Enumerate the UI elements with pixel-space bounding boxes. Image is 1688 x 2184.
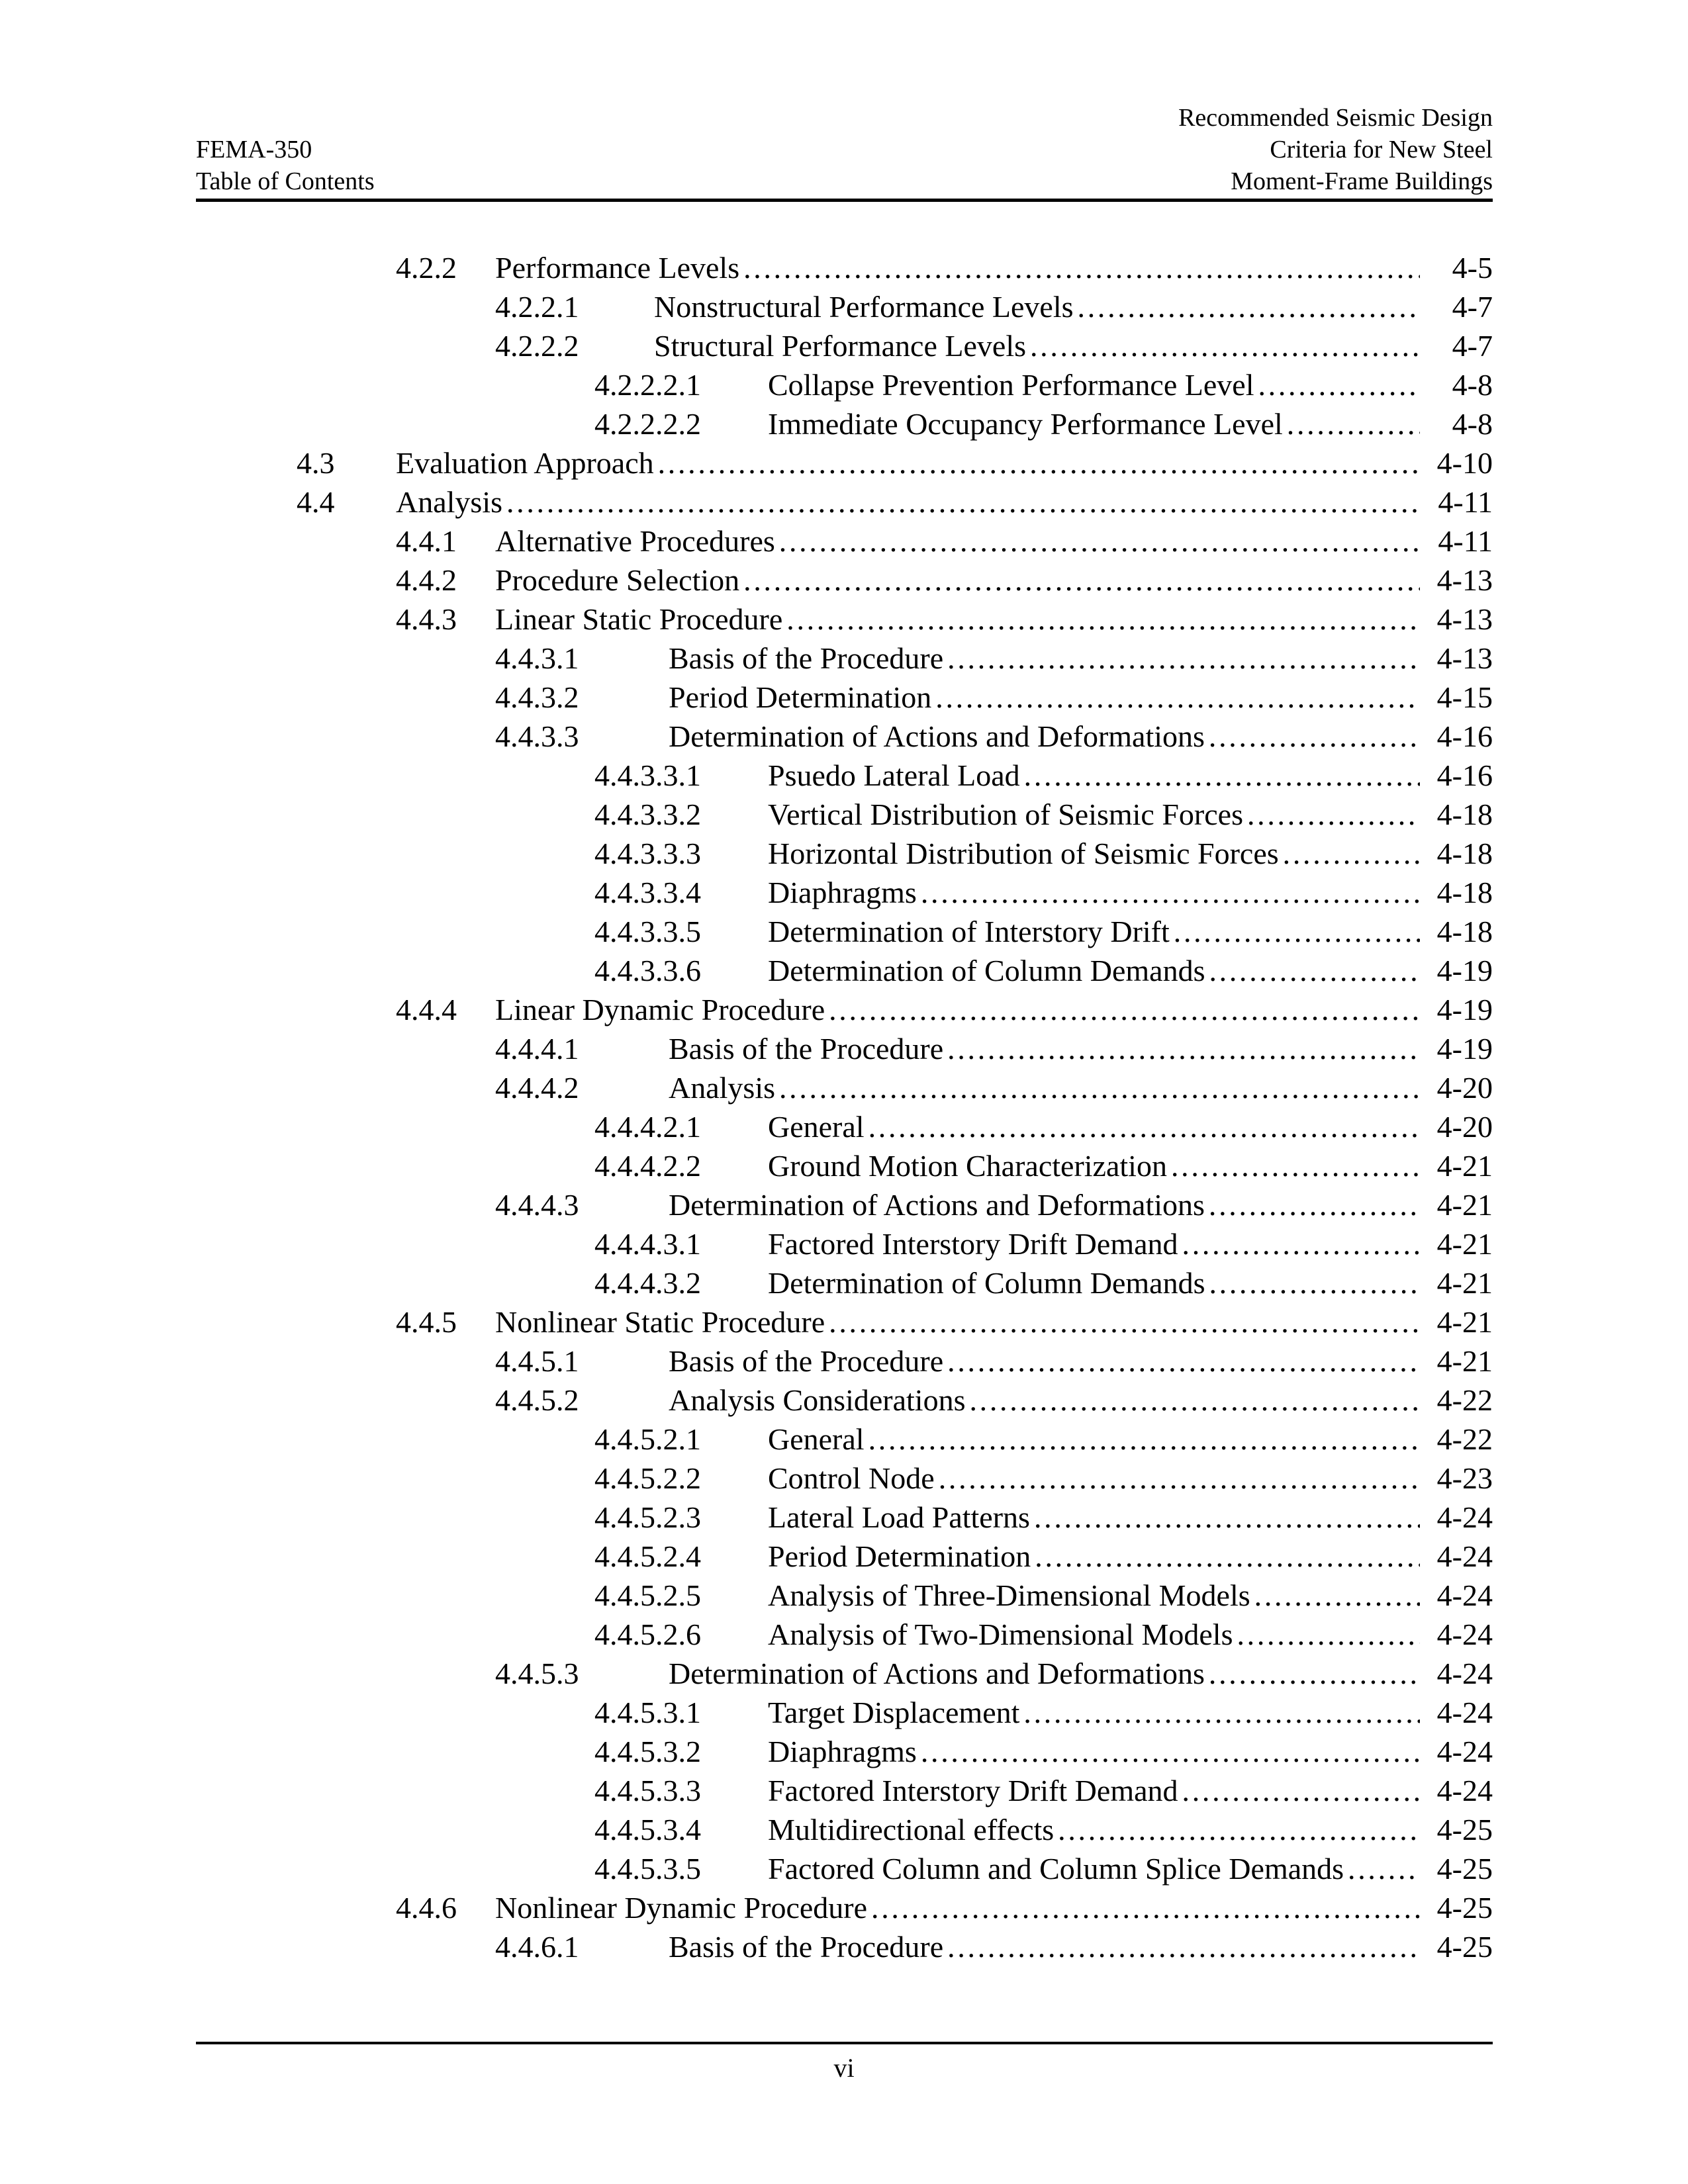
toc-dot-leader xyxy=(1058,1810,1420,1849)
toc-entry-title: Ground Motion Characterization xyxy=(768,1149,1167,1183)
toc-entry-title: Determination of Column Demands xyxy=(768,1266,1205,1300)
toc-entry-title: Analysis Considerations xyxy=(669,1383,966,1417)
toc-entry[interactable] xyxy=(594,1263,1493,1302)
toc-entry-page: 4-7 xyxy=(1450,287,1493,326)
toc-entry-page: 4-16 xyxy=(1434,756,1493,795)
toc-entry-number: 4.2.2 xyxy=(396,251,457,285)
toc-entry-number: 4.4.4.3 xyxy=(495,1188,579,1222)
toc-entry-title: Factored Interstory Drift Demand xyxy=(768,1227,1178,1261)
toc-entry-number: 4.4.5.2.2 xyxy=(594,1461,701,1495)
toc-entry-leader-line xyxy=(669,1654,1420,1693)
toc-entry-number: 4.4.3.1 xyxy=(495,641,579,675)
toc-entry-page: 4-22 xyxy=(1434,1420,1493,1459)
toc-dot-leader xyxy=(1237,1615,1421,1654)
toc-dot-leader xyxy=(868,1107,1420,1146)
toc-entry-page: 4-24 xyxy=(1434,1576,1493,1615)
toc-entry-leader-line xyxy=(768,873,1420,912)
toc-entry-title: Multidirectional effects xyxy=(768,1813,1055,1846)
toc-entry-leader-line xyxy=(669,639,1420,678)
toc-entry-leader-line xyxy=(669,1927,1420,1966)
toc-entry-title: Lateral Load Patterns xyxy=(768,1500,1030,1534)
toc-dot-leader xyxy=(658,443,1420,482)
toc-entry[interactable] xyxy=(594,1693,1493,1732)
toc-entry-leader-line xyxy=(495,1302,1420,1342)
toc-entry-number: 4.4.1 xyxy=(396,524,457,558)
toc-dot-leader xyxy=(947,1342,1420,1381)
toc-entry[interactable] xyxy=(594,873,1493,912)
toc-entry[interactable] xyxy=(495,678,1493,717)
toc-entry-number: 4.4.4.3.2 xyxy=(594,1266,701,1300)
toc-dot-leader xyxy=(1023,1693,1420,1732)
toc-entry-leader-line xyxy=(495,248,1420,287)
toc-entry[interactable] xyxy=(396,1302,1493,1342)
toc-entry-number: 4.4.6 xyxy=(396,1891,457,1925)
toc-entry-number: 4.3 xyxy=(297,446,335,480)
toc-entry-title: Nonlinear Static Procedure xyxy=(495,1305,825,1339)
toc-entry-page: 4-21 xyxy=(1434,1146,1493,1185)
toc-dot-leader xyxy=(779,522,1420,561)
toc-entry-number: 4.4.4.2.1 xyxy=(594,1110,701,1144)
page-number: vi xyxy=(833,2053,855,2083)
toc-entry-leader-line xyxy=(654,326,1420,365)
toc-entry[interactable] xyxy=(396,561,1493,600)
toc-entry[interactable] xyxy=(495,1068,1493,1107)
toc-entry[interactable] xyxy=(594,1498,1493,1537)
toc-entry[interactable] xyxy=(594,912,1493,951)
toc-dot-leader xyxy=(1254,1576,1420,1615)
toc-entry-page: 4-25 xyxy=(1434,1927,1493,1966)
toc-dot-leader xyxy=(1287,404,1420,443)
toc-dot-leader xyxy=(1247,795,1420,834)
toc-entry-number: 4.2.2.1 xyxy=(495,290,579,324)
toc-entry-leader-line xyxy=(768,1693,1420,1732)
toc-entry-leader-line xyxy=(396,443,1420,482)
toc-entry-title: General xyxy=(768,1110,865,1144)
header-section-name: Table of Contents xyxy=(196,167,375,195)
toc-entry-title: Immediate Occupancy Performance Level xyxy=(768,407,1283,441)
toc-entry-page: 4-5 xyxy=(1450,248,1493,287)
toc-entry-number: 4.4.5.2.5 xyxy=(594,1578,701,1612)
toc-dot-leader xyxy=(868,1420,1420,1459)
toc-entry-page: 4-21 xyxy=(1434,1224,1493,1263)
toc-dot-leader xyxy=(947,1029,1420,1068)
toc-dot-leader xyxy=(1035,1537,1420,1576)
toc-entry[interactable] xyxy=(396,522,1493,561)
toc-entry-leader-line xyxy=(495,522,1420,561)
toc-entry-title: Basis of the Procedure xyxy=(669,641,944,675)
toc-dot-leader xyxy=(1024,756,1420,795)
toc-entry-leader-line xyxy=(669,1342,1420,1381)
toc-dot-leader xyxy=(1348,1849,1420,1888)
header-left xyxy=(196,134,375,197)
toc-entry-title: Analysis xyxy=(669,1071,775,1105)
toc-entry-number: 4.4.5.3.1 xyxy=(594,1696,701,1729)
toc-entry-title: Alternative Procedures xyxy=(495,524,775,558)
toc-entry[interactable] xyxy=(594,1615,1493,1654)
toc-entry[interactable] xyxy=(594,365,1493,404)
toc-entry[interactable] xyxy=(594,1576,1493,1615)
toc-entry[interactable] xyxy=(495,1185,1493,1224)
toc-entry[interactable] xyxy=(594,1420,1493,1459)
toc-entry-leader-line xyxy=(768,1263,1420,1302)
header-title-line1: Recommended Seismic Design xyxy=(1178,104,1493,132)
toc-entry-number: 4.4.3 xyxy=(396,602,457,636)
toc-entry-number: 4.4.5.2.4 xyxy=(594,1539,701,1573)
toc-entry-page: 4-18 xyxy=(1434,873,1493,912)
toc-entry-page: 4-16 xyxy=(1434,717,1493,756)
toc-entry-page: 4-20 xyxy=(1434,1107,1493,1146)
toc-entry-title: Determination of Column Demands xyxy=(768,954,1205,987)
toc-entry-number: 4.4.3.3.2 xyxy=(594,797,701,831)
toc-entry-leader-line xyxy=(768,756,1420,795)
toc-dot-leader xyxy=(1209,1263,1421,1302)
toc-entry-number: 4.4.2 xyxy=(396,563,457,597)
toc-entry[interactable] xyxy=(396,1888,1493,1927)
toc-entry-title: Analysis of Two-Dimensional Models xyxy=(768,1617,1233,1651)
toc-entry-number: 4.4.3.3.1 xyxy=(594,758,701,792)
toc-entry[interactable] xyxy=(297,482,1493,522)
toc-entry-title: General xyxy=(768,1422,865,1456)
toc-entry[interactable] xyxy=(594,1537,1493,1576)
toc-entry-title: Analysis xyxy=(396,485,502,519)
toc-entry-leader-line xyxy=(768,795,1420,834)
toc-entry-leader-line xyxy=(669,1381,1420,1420)
header-right xyxy=(1178,102,1493,197)
toc-entry[interactable] xyxy=(495,1381,1493,1420)
toc-entry-leader-line xyxy=(669,1185,1420,1224)
toc-entry-page: 4-18 xyxy=(1434,834,1493,873)
toc-dot-leader xyxy=(921,873,1420,912)
toc-entry-title: Basis of the Procedure xyxy=(669,1930,944,1964)
toc-entry-number: 4.4.5.3.3 xyxy=(594,1774,701,1807)
toc-dot-leader xyxy=(1174,912,1420,951)
toc-entry-leader-line xyxy=(768,1810,1420,1849)
toc-entry-page: 4-25 xyxy=(1434,1810,1493,1849)
toc-entry-page: 4-24 xyxy=(1434,1537,1493,1576)
toc-dot-leader xyxy=(947,639,1420,678)
toc-entry-page: 4-13 xyxy=(1434,600,1493,639)
toc-dot-leader xyxy=(935,678,1420,717)
toc-entry-title: Determination of Interstory Drift xyxy=(768,915,1170,948)
toc-entry[interactable] xyxy=(396,990,1493,1029)
toc-entry-title: Basis of the Procedure xyxy=(669,1344,944,1378)
toc-entry-page: 4-18 xyxy=(1434,912,1493,951)
toc-entry-title: Factored Column and Column Splice Demands xyxy=(768,1852,1344,1886)
toc-entry-page: 4-24 xyxy=(1434,1615,1493,1654)
toc-entry[interactable] xyxy=(594,1732,1493,1771)
toc-entry[interactable] xyxy=(594,951,1493,990)
toc-entry[interactable] xyxy=(594,795,1493,834)
toc-entry-title: Procedure Selection xyxy=(495,563,740,597)
toc-entry-page: 4-25 xyxy=(1434,1888,1493,1927)
toc-entry-page: 4-24 xyxy=(1434,1693,1493,1732)
toc-entry-number: 4.4.5.2 xyxy=(495,1383,579,1417)
toc-entry-title: Control Node xyxy=(768,1461,935,1495)
toc-entry[interactable] xyxy=(594,1771,1493,1810)
toc-entry[interactable] xyxy=(594,404,1493,443)
toc-dot-leader xyxy=(1171,1146,1420,1185)
toc-entry-number: 4.4.3.3.4 xyxy=(594,876,701,909)
toc-entry-number: 4.2.2.2 xyxy=(495,329,579,363)
toc-entry-title: Collapse Prevention Performance Level xyxy=(768,368,1254,402)
toc-entry-title: Determination of Actions and Deformations xyxy=(669,719,1205,753)
toc-entry[interactable] xyxy=(594,1849,1493,1888)
toc-entry-leader-line xyxy=(768,1771,1420,1810)
toc-entry[interactable] xyxy=(594,756,1493,795)
toc-entry-number: 4.2.2.2.1 xyxy=(594,368,701,402)
page-header xyxy=(196,98,1493,197)
toc-entry-number: 4.4.4 xyxy=(396,993,457,1026)
toc-entry-number: 4.4.5.3.4 xyxy=(594,1813,701,1846)
toc-entry-leader-line xyxy=(669,717,1420,756)
toc-entry-number: 4.4.3.3.5 xyxy=(594,915,701,948)
footer-rule xyxy=(196,2042,1493,2044)
toc-entry-number: 4.4.3.2 xyxy=(495,680,579,714)
toc-entry-title: Nonstructural Performance Levels xyxy=(654,290,1074,324)
toc-entry[interactable] xyxy=(495,1927,1493,1966)
toc-entry-number: 4.4 xyxy=(297,485,335,519)
toc-entry-page: 4-23 xyxy=(1434,1459,1493,1498)
toc-entry-leader-line xyxy=(669,1068,1420,1107)
toc-entry-leader-line xyxy=(495,1888,1420,1927)
toc-entry-page: 4-19 xyxy=(1434,1029,1493,1068)
toc-entry-title: Determination of Actions and Deformations xyxy=(669,1188,1205,1222)
toc-entry-number: 4.4.3.3.3 xyxy=(594,837,701,870)
toc-entry[interactable] xyxy=(495,717,1493,756)
toc-entry-title: Nonlinear Dynamic Procedure xyxy=(495,1891,868,1925)
toc-entry-page: 4-24 xyxy=(1434,1732,1493,1771)
toc-entry[interactable] xyxy=(396,248,1493,287)
toc-entry-title: Analysis of Three-Dimensional Models xyxy=(768,1578,1250,1612)
toc-entry-page: 4-18 xyxy=(1434,795,1493,834)
toc-entry[interactable] xyxy=(495,639,1493,678)
toc-entry-title: Determination of Actions and Deformations xyxy=(669,1657,1205,1690)
toc-entry[interactable] xyxy=(495,326,1493,365)
toc-entry-leader-line xyxy=(768,1732,1420,1771)
toc-dot-leader xyxy=(1182,1771,1420,1810)
toc-entry-page: 4-24 xyxy=(1434,1498,1493,1537)
toc-entry-number: 4.4.5.2.6 xyxy=(594,1617,701,1651)
toc-entry-leader-line xyxy=(669,678,1420,717)
toc-entry-number: 4.4.5.2.3 xyxy=(594,1500,701,1534)
toc-entry-page: 4-7 xyxy=(1450,326,1493,365)
toc-dot-leader xyxy=(829,990,1420,1029)
toc-entry-title: Factored Interstory Drift Demand xyxy=(768,1774,1178,1807)
toc-entry[interactable] xyxy=(495,1342,1493,1381)
toc-dot-leader xyxy=(743,561,1420,600)
toc-entry-leader-line xyxy=(768,1615,1420,1654)
toc-entry-page: 4-21 xyxy=(1434,1185,1493,1224)
toc-entry-leader-line xyxy=(654,287,1420,326)
toc-entry-page: 4-10 xyxy=(1434,443,1493,482)
toc-dot-leader xyxy=(1209,1654,1420,1693)
toc-entry-title: Linear Static Procedure xyxy=(495,602,783,636)
toc-entry-leader-line xyxy=(768,1537,1420,1576)
toc-entry-number: 4.4.5.3 xyxy=(495,1657,579,1690)
toc-entry-page: 4-19 xyxy=(1434,951,1493,990)
toc-entry[interactable] xyxy=(495,1029,1493,1068)
toc-entry-leader-line xyxy=(768,1576,1420,1615)
toc-entry-page: 4-20 xyxy=(1434,1068,1493,1107)
toc-entry-page: 4-13 xyxy=(1434,639,1493,678)
toc-entry-title: Vertical Distribution of Seismic Forces xyxy=(768,797,1243,831)
toc-entry-leader-line xyxy=(669,1029,1420,1068)
toc-entry-leader-line xyxy=(396,482,1420,522)
toc-entry-leader-line xyxy=(768,1146,1420,1185)
toc-entry-number: 4.4.5.3.2 xyxy=(594,1735,701,1768)
toc-entry-leader-line xyxy=(768,912,1420,951)
toc-entry[interactable] xyxy=(495,287,1493,326)
toc-dot-leader xyxy=(947,1927,1420,1966)
toc-dot-leader xyxy=(921,1732,1420,1771)
header-rule xyxy=(196,199,1493,202)
toc-dot-leader xyxy=(1030,326,1420,365)
toc-entry-leader-line xyxy=(495,600,1420,639)
toc-dot-leader xyxy=(969,1381,1420,1420)
toc-entry-number: 4.4.5.3.5 xyxy=(594,1852,701,1886)
toc-entry[interactable] xyxy=(594,1224,1493,1263)
toc-entry-page: 4-13 xyxy=(1434,561,1493,600)
toc-entry-number: 4.2.2.2.2 xyxy=(594,407,701,441)
toc-entry[interactable] xyxy=(594,1810,1493,1849)
toc-entry-title: Structural Performance Levels xyxy=(654,329,1026,363)
toc-dot-leader xyxy=(506,482,1420,522)
toc-entry-number: 4.4.5 xyxy=(396,1305,457,1339)
toc-entry-page: 4-21 xyxy=(1434,1302,1493,1342)
toc-entry-title: Psuedo Lateral Load xyxy=(768,758,1020,792)
toc-dot-leader xyxy=(1209,951,1421,990)
toc-entry-title: Diaphragms xyxy=(768,1735,917,1768)
toc-entry-title: Basis of the Procedure xyxy=(669,1032,944,1066)
toc-entry-number: 4.4.4.2 xyxy=(495,1071,579,1105)
toc-entry-title: Evaluation Approach xyxy=(396,446,654,480)
toc-entry[interactable] xyxy=(594,1107,1493,1146)
header-title-line3: Moment-Frame Buildings xyxy=(1231,167,1493,195)
toc-entry-title: Linear Dynamic Procedure xyxy=(495,993,825,1026)
toc-entry-number: 4.4.5.1 xyxy=(495,1344,579,1378)
toc-dot-leader xyxy=(1209,1185,1420,1224)
toc-dot-leader xyxy=(1034,1498,1420,1537)
toc-entry-leader-line xyxy=(768,1107,1420,1146)
toc-dot-leader xyxy=(786,600,1420,639)
toc-entry-number: 4.4.3.3.6 xyxy=(594,954,701,987)
toc-entry-title: Period Determination xyxy=(768,1539,1031,1573)
header-title-line2: Criteria for New Steel xyxy=(1270,136,1493,163)
toc-entry-title: Target Displacement xyxy=(768,1696,1020,1729)
toc-entry-leader-line xyxy=(495,990,1420,1029)
toc-dot-leader xyxy=(1182,1224,1420,1263)
toc-entry-number: 4.4.3.3 xyxy=(495,719,579,753)
toc-entry-leader-line xyxy=(768,1498,1420,1537)
toc-entry-number: 4.4.5.2.1 xyxy=(594,1422,701,1456)
toc-dot-leader xyxy=(829,1302,1420,1342)
toc-entry-leader-line xyxy=(768,365,1420,404)
toc-entry[interactable] xyxy=(594,1459,1493,1498)
toc-entry-page: 4-22 xyxy=(1434,1381,1493,1420)
toc-dot-leader xyxy=(1209,717,1420,756)
toc-entry-page: 4-11 xyxy=(1435,522,1493,561)
toc-entry-leader-line xyxy=(768,1420,1420,1459)
toc-entry-leader-line xyxy=(768,404,1420,443)
toc-entry-page: 4-24 xyxy=(1434,1654,1493,1693)
toc-entry-page: 4-21 xyxy=(1434,1263,1493,1302)
toc-entry-leader-line xyxy=(768,1849,1420,1888)
toc-entry-title: Horizontal Distribution of Seismic Forces xyxy=(768,837,1279,870)
toc-dot-leader xyxy=(871,1888,1420,1927)
toc-dot-leader xyxy=(1258,365,1420,404)
toc-entry-leader-line xyxy=(495,561,1420,600)
toc-entry-number: 4.4.6.1 xyxy=(495,1930,579,1964)
toc-entry-page: 4-11 xyxy=(1435,482,1493,522)
toc-dot-leader xyxy=(779,1068,1420,1107)
toc-entry-leader-line xyxy=(768,834,1420,873)
toc-entry[interactable] xyxy=(594,1146,1493,1185)
toc-entry-number: 4.4.4.3.1 xyxy=(594,1227,701,1261)
toc-entry-page: 4-24 xyxy=(1434,1771,1493,1810)
toc-dot-leader xyxy=(1078,287,1420,326)
toc-dot-leader xyxy=(1283,834,1420,873)
toc-entry-leader-line xyxy=(768,1459,1420,1498)
toc-entry-page: 4-15 xyxy=(1434,678,1493,717)
toc-entry-number: 4.4.4.1 xyxy=(495,1032,579,1066)
toc-entry-page: 4-25 xyxy=(1434,1849,1493,1888)
toc-entry[interactable] xyxy=(297,443,1493,482)
toc-entry-page: 4-8 xyxy=(1450,365,1493,404)
header-document-id: FEMA-350 xyxy=(196,136,312,163)
toc-entry-leader-line xyxy=(768,951,1420,990)
toc-entry-leader-line xyxy=(768,1224,1420,1263)
toc-entry-page: 4-8 xyxy=(1450,404,1493,443)
toc-entry-page: 4-19 xyxy=(1434,990,1493,1029)
toc-entry-number: 4.4.4.2.2 xyxy=(594,1149,701,1183)
toc-entry-title: Diaphragms xyxy=(768,876,917,909)
toc-entry-title: Period Determination xyxy=(669,680,932,714)
toc-entry-page: 4-21 xyxy=(1434,1342,1493,1381)
toc-entry-title: Performance Levels xyxy=(495,251,740,285)
toc-entry[interactable] xyxy=(495,1654,1493,1693)
toc-dot-leader xyxy=(743,248,1420,287)
toc-entry[interactable] xyxy=(396,600,1493,639)
toc-entry[interactable] xyxy=(594,834,1493,873)
toc-dot-leader xyxy=(939,1459,1420,1498)
